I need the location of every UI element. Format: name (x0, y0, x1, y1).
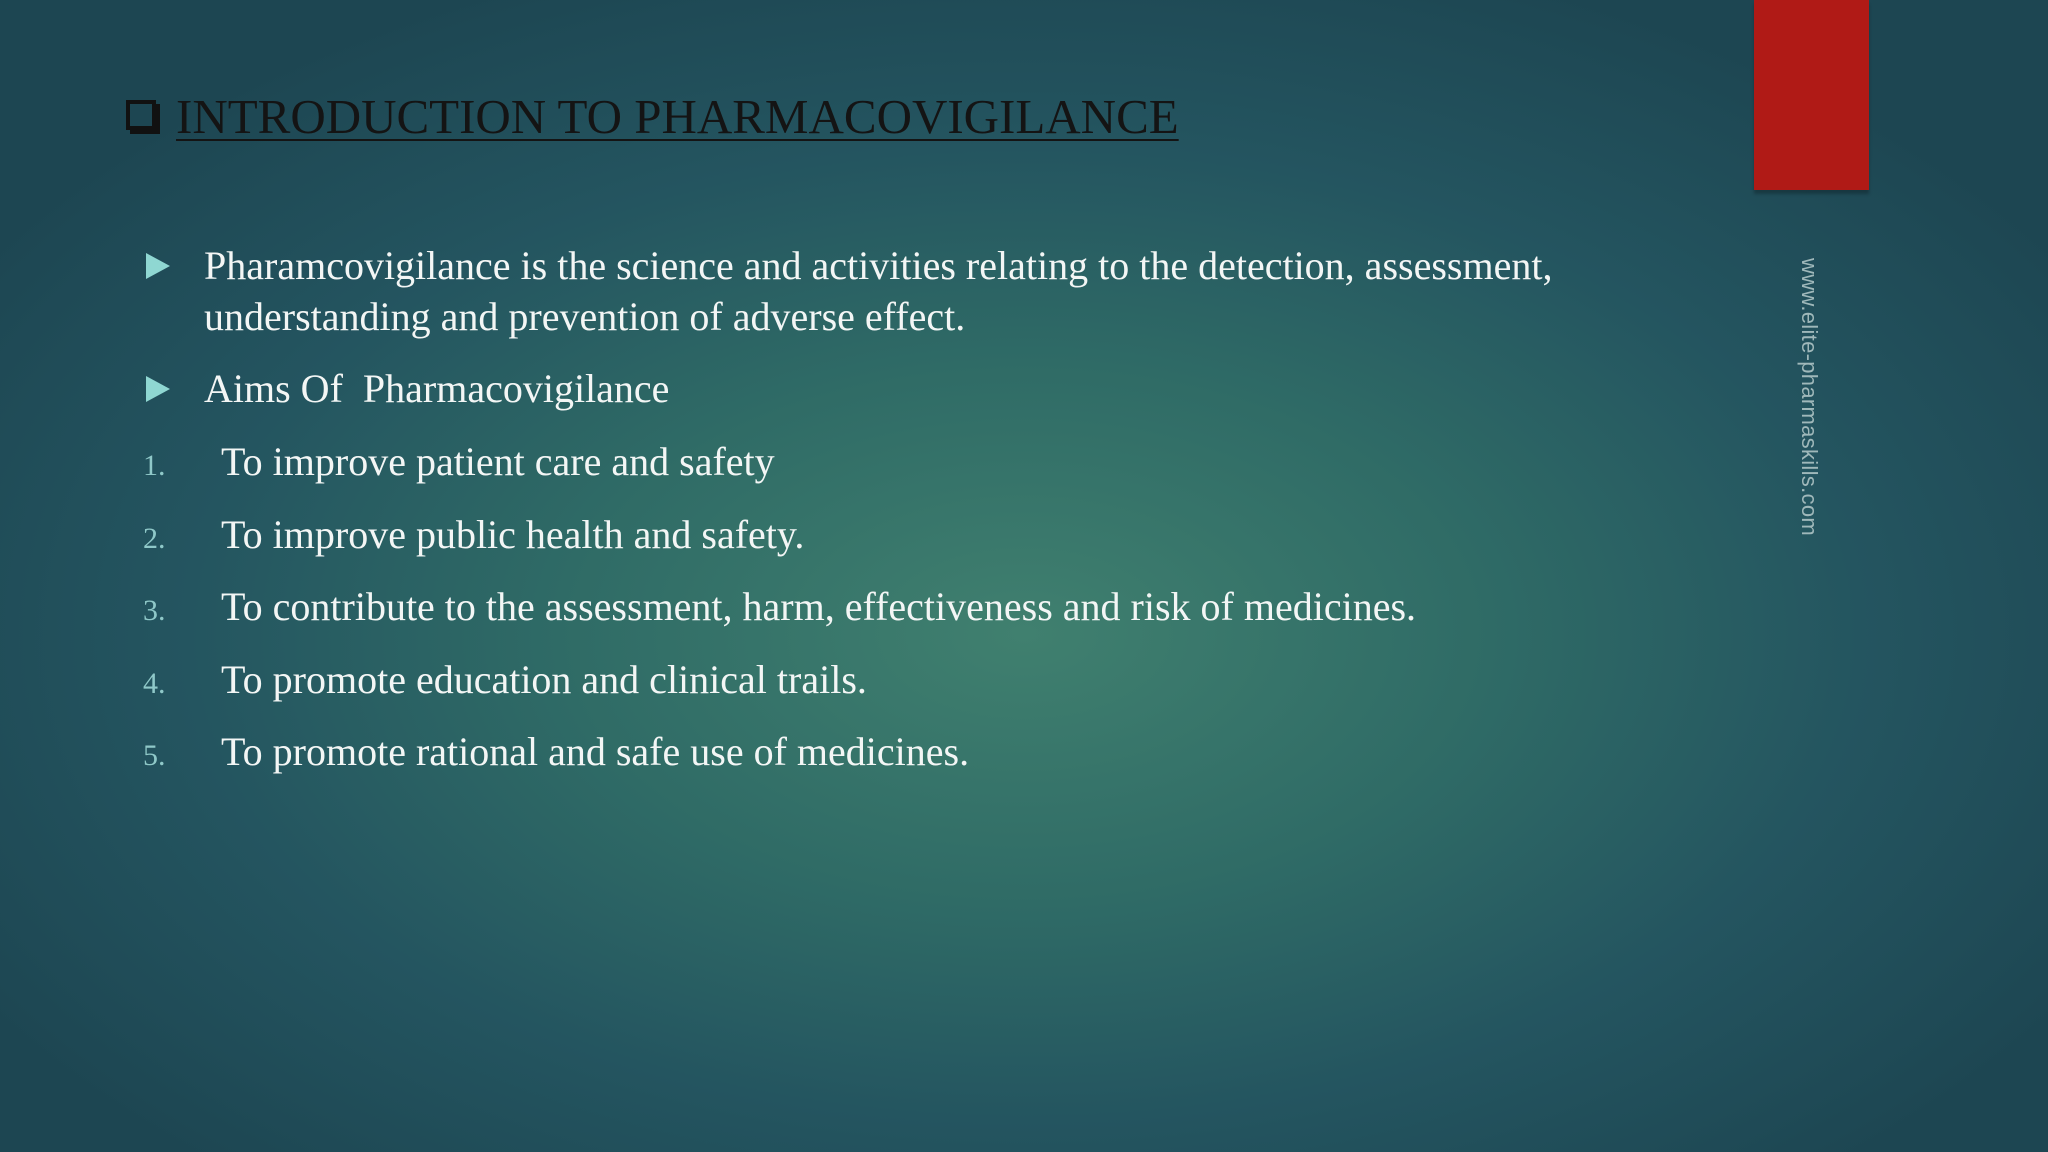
list-number: 5. (143, 739, 166, 772)
aim-item (143, 436, 775, 491)
bullet-aims (146, 363, 1704, 414)
aim-item (143, 581, 1416, 636)
triangle-arrow-icon (146, 253, 170, 279)
aim-item (143, 726, 969, 781)
side-url: www.elite-pharmaskills.com (1797, 258, 1822, 536)
bullet-definition (146, 240, 1704, 342)
aim-item (143, 654, 867, 709)
aim-item (143, 509, 804, 564)
aim-text: To promote rational and safe use of medicines. (221, 729, 970, 774)
list-number: 2. (143, 522, 166, 555)
slide-title: INTRODUCTION TO PHARMACOVIGILANCE (176, 89, 1179, 144)
list-number: 1. (143, 449, 166, 482)
aim-text: To contribute to the assessment, harm, effectiveness and risk of medicines. (221, 584, 1417, 629)
triangle-arrow-icon (146, 376, 170, 402)
bullet-text: Aims Of Pharmacovigilance (204, 366, 670, 411)
aim-text: To promote education and clinical trails. (221, 657, 867, 702)
list-number: 4. (143, 667, 166, 700)
bullet-text: Pharamcovigilance is the science and activities relating to the detection, assessment, understanding and prevention of adverse effect. (204, 243, 1553, 339)
aim-text: To improve public health and safety. (221, 512, 805, 557)
title-row (126, 88, 1179, 145)
aim-text: To improve patient care and safety (221, 439, 775, 484)
red-accent-tab (1754, 0, 1869, 190)
list-number: 3. (143, 594, 166, 627)
checkbox-icon (126, 100, 156, 130)
